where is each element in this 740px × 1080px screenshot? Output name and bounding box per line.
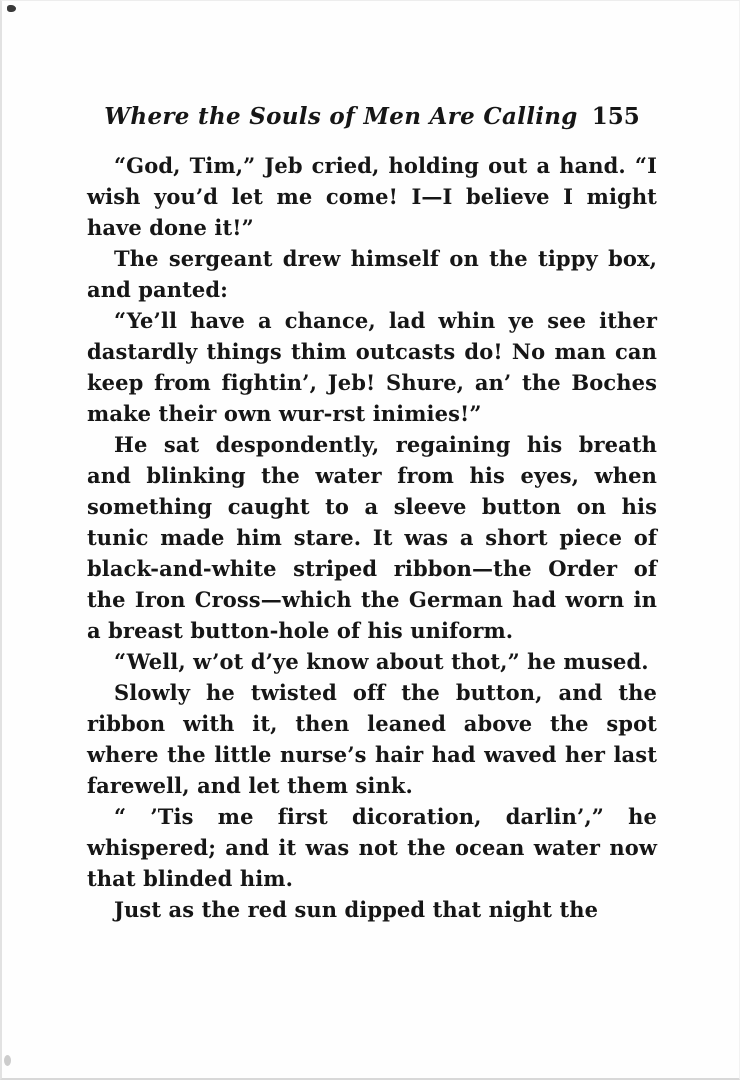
scan-speck-icon [4,1055,11,1066]
paragraph-5: “Well, w’ot d’ye know about thot,” he mused. [114,649,649,674]
paragraph-1: “God, Tim,” Jeb cried, holding out a hand. “I wish you’d let me come! I—I believe I might have done it!” [87,153,657,240]
page-number: 155 [591,103,640,130]
page-text [87,150,657,925]
paragraph-2: The sergeant drew himself on the tippy box, and panted: [87,246,657,302]
paragraph-8: Just as the red sun dipped that night the [114,897,599,922]
scan-speck-icon [7,5,16,12]
paragraph-7: “ ’Tis me first dicoration, darlin’,” he whispered; and it was not the ocean water now that blinded him. [87,804,657,891]
paragraph-3: “Ye’ll have a chance, lad whin ye see ither dastardly things thim outcasts do! No man can keep from fightin’, Jeb! Shure, an’ the Boches make their own wur-rst inimies!” [87,308,657,426]
paragraph-4: He sat despondently, regaining his breath and blinking the water from his eyes, when something caught to a sleeve button on his tunic made him stare. It was a short piece of black-and-white striped ribbon—the Order of the Iron Cross—which the German had worn in a breast button-hole of his uniform. [87,432,657,643]
paragraph-6: Slowly he twisted off the button, and the ribbon with it, then leaned above the spot where the little nurse’s hair had waved her last farewell, and let them sink. [87,680,657,798]
running-title: Where the Souls of Men Are Calling [104,103,578,130]
running-head [87,103,657,130]
